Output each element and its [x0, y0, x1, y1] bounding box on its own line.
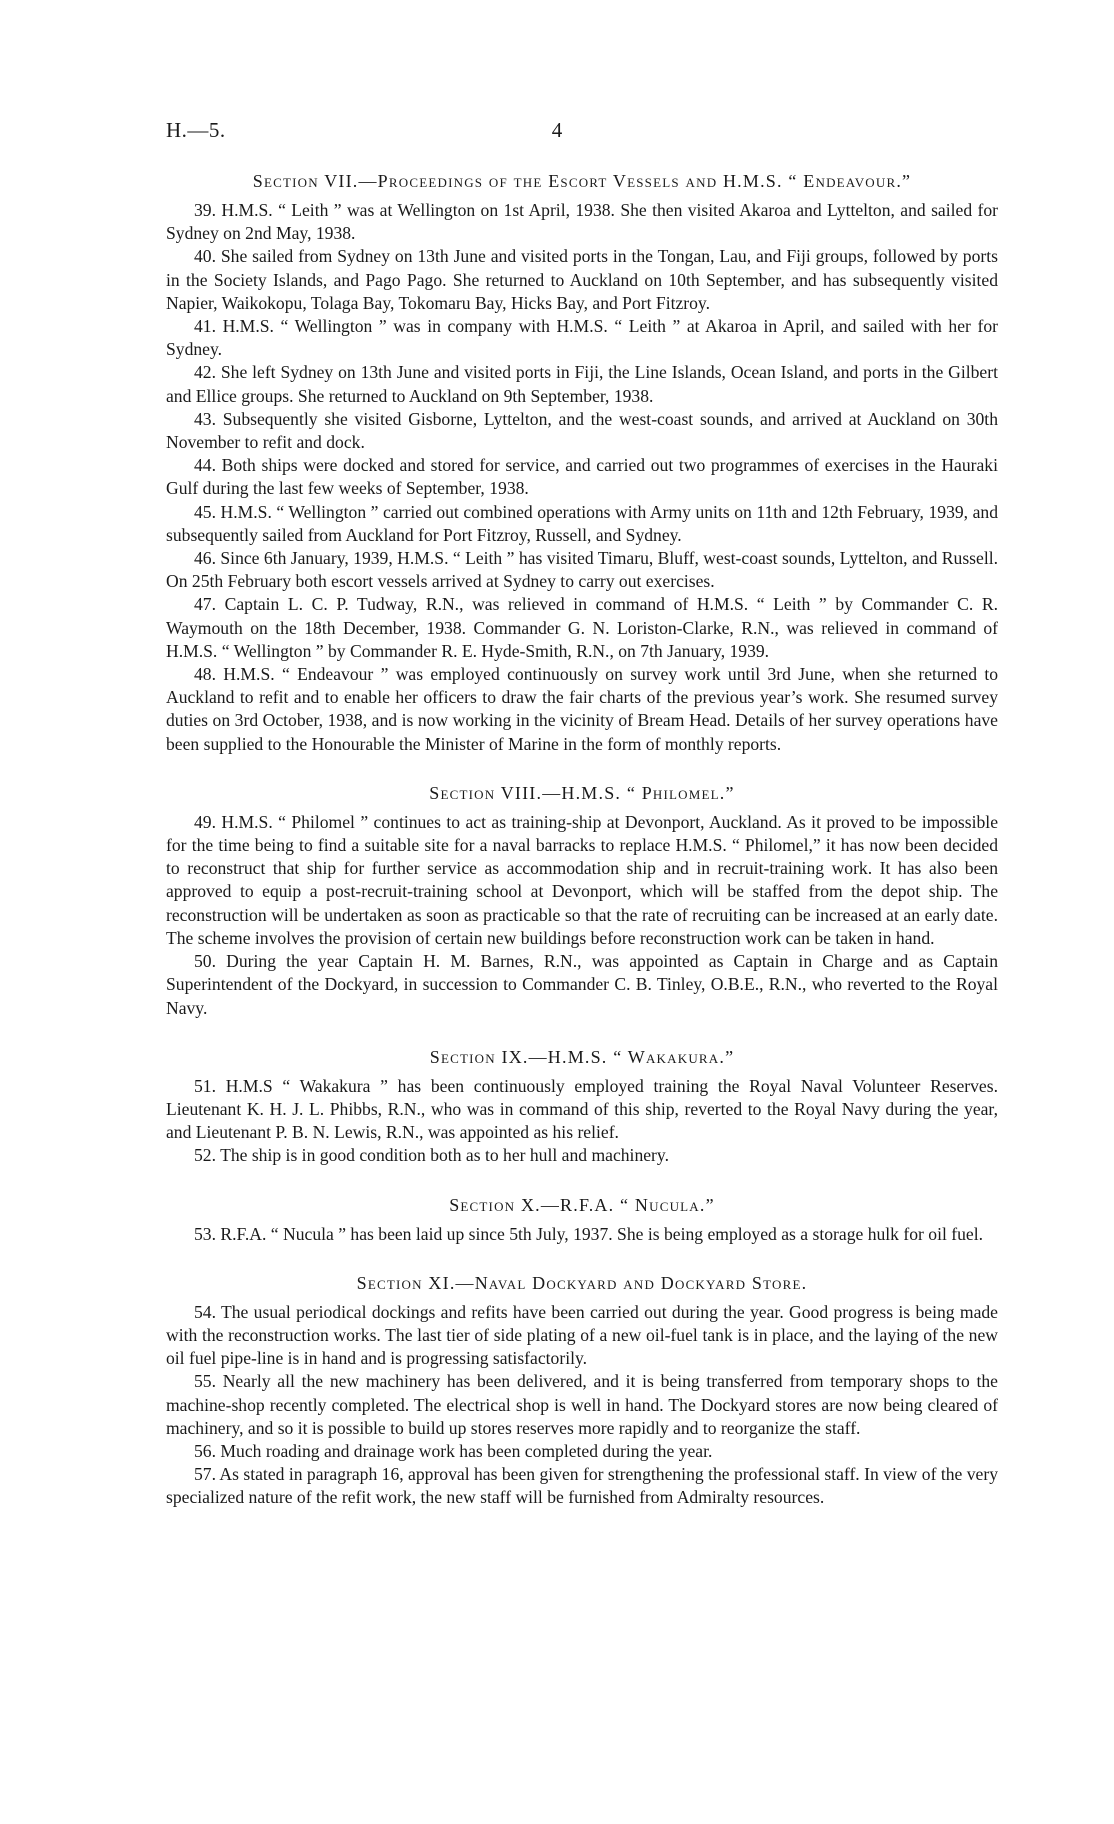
- paragraph: 45. H.M.S. “ Wellington ” carried out combined operations with Army units on 11th and 12th February, 1939, and subsequently sailed from Auckland for Port Fitzroy, Russell, and Sydney.: [166, 501, 998, 545]
- paragraph: 43. Subsequently she visited Gisborne, Lyttelton, and the west-coast sounds, and arrived at Auckland on 30th November to refit and dock.: [166, 408, 998, 453]
- paragraph: 48. H.M.S. “ Endeavour ” was employed continuously on survey work until 3rd June, when she returned to Auckland to refit and to enable her officers to draw the fair charts of the previous year’s work. She resumed survey duties on 3rd October, 1938, and is now working in the vicinity of Bream Head. Details of her survey operations have been supplied to the Honourable the Minister of Marine in the form of monthly reports.: [166, 664, 998, 754]
- page-header: [166, 118, 948, 148]
- paragraph: 55. Nearly all the new machinery has been delivered, and it is being transferred from temporary shops to the machine-shop recently completed. The electrical shop is well in hand. The Dockyard stores are now being cleared of machinery, and so it is possible to build up stores reserves more rapidly and to reorganize the staff.: [166, 1371, 998, 1438]
- paragraph: 41. H.M.S. “ Wellington ” was in company with H.M.S. “ Leith ” at Akaroa in April, and sailed with her for Sydney.: [166, 316, 998, 360]
- paragraph: 47. Captain L. C. P. Tudway, R.N., was relieved in command of H.M.S. “ Leith ” by Commander C. R. Waymouth on the 18th December, 1938. Commander G. N. Loriston-Clarke, R.N., was relieved in command of H.M.S. “ Wellington ” by Commander R. E. Hyde-Smith, R.N., on 7th January, 1939.: [166, 594, 998, 661]
- section-heading: Section X.—R.F.A. “ Nucula.”: [449, 1194, 715, 1215]
- page-number: 4: [551, 118, 563, 142]
- section-heading: Section VIII.—H.M.S. “ Philomel.”: [429, 782, 735, 803]
- paragraph: 53. R.F.A. “ Nucula ” has been laid up since 5th July, 1937. She is being employed as a storage hulk for oil fuel.: [194, 1223, 984, 1244]
- paragraph: 56. Much roading and drainage work has been completed during the year.: [194, 1440, 713, 1461]
- section-heading: Section VII.—Proceedings of the Escort Vessels and H.M.S. “ Endeavour.”: [252, 171, 912, 191]
- paragraph: 49. H.M.S. “ Philomel ” continues to act as training-ship at Devonport, Auckland. As it proved to be impossible for the time being to find a suitable site for a naval barracks to replace H.M.S. “ Philomel,” it has now been decided to reconstruct that ship for further service as accommodation ship and in recruit-training work. It has also been approved to equip a post-recruit-training school at Devonport, which will be staffed from the depot ship. The reconstruction will be undertaken as soon as practicable so that the rate of recruiting can be increased at an early date. The scheme involves the provision of certain new buildings before reconstruction work can be taken in hand.: [166, 811, 998, 948]
- section-heading: Section XI.—Naval Dockyard and Dockyard Store.: [356, 1272, 808, 1293]
- paragraph: 51. H.M.S “ Wakakura ” has been continuously employed training the Royal Naval Volunteer Reserves. Lieutenant K. H. J. L. Phibbs, R.N., who was in command of this ship, reverted to the Royal Navy during the year, and Lieutenant P. B. N. Lewis, R.N., was appointed as his relief.: [166, 1075, 998, 1143]
- paragraph: 44. Both ships were docked and stored for service, and carried out two programmes of exercises in the Hauraki Gulf during the last few weeks of September, 1938.: [166, 455, 998, 499]
- paragraph: 50. During the year Captain H. M. Barnes, R.N., was appointed as Captain in Charge and as Captain Superintendent of the Dockyard, in succession to Commander C. B. Tinley, O.B.E., R.N., who reverted to the Royal Navy.: [166, 951, 998, 1018]
- paragraph: 54. The usual periodical dockings and refits have been carried out during the year. Good progress is being made with the reconstruction works. The last tier of side plating of a new oil-fuel tank is in place, and the laying of the new oil fuel pipe-line is in hand and is progressing satisfactorily.: [166, 1301, 998, 1369]
- document-reference: H.—5.: [166, 118, 226, 142]
- paragraph: 42. She left Sydney on 13th June and visited ports in Fiji, the Line Islands, Ocean Island, and ports in the Gilbert and Ellice groups. She returned to Auckland on 9th September, 1938.: [166, 362, 998, 406]
- paragraph: 40. She sailed from Sydney on 13th June and visited ports in the Tongan, Lau, and Fiji groups, followed by ports in the Society Islands, and Pago Pago. She returned to Auckland on 10th September, and has subsequently visited Napier, Waikokopu, Tolaga Bay, Tokomaru Bay, Hicks Bay, and Port Fitzroy.: [166, 246, 998, 313]
- paragraph: 52. The ship is in good condition both as to her hull and machinery.: [194, 1145, 669, 1166]
- paragraph: 57. As stated in paragraph 16, approval has been given for strengthening the professional staff. In view of the very specialized nature of the refit work, the new staff will be furnished from Admiralty resources.: [166, 1464, 998, 1508]
- section-heading: Section IX.—H.M.S. “ Wakakura.”: [429, 1046, 735, 1067]
- paragraph: 39. H.M.S. “ Leith ” was at Wellington on 1st April, 1938. She then visited Akaroa and Lyttelton, and sailed for Sydney on 2nd May, 1938.: [166, 200, 998, 244]
- document-body: [166, 170, 998, 1510]
- paragraph: 46. Since 6th January, 1939, H.M.S. “ Leith ” has visited Timaru, Bluff, west-coast sounds, Lyttelton, and Russell. On 25th February both escort vessels arrived at Sydney to carry out exercises.: [166, 548, 998, 592]
